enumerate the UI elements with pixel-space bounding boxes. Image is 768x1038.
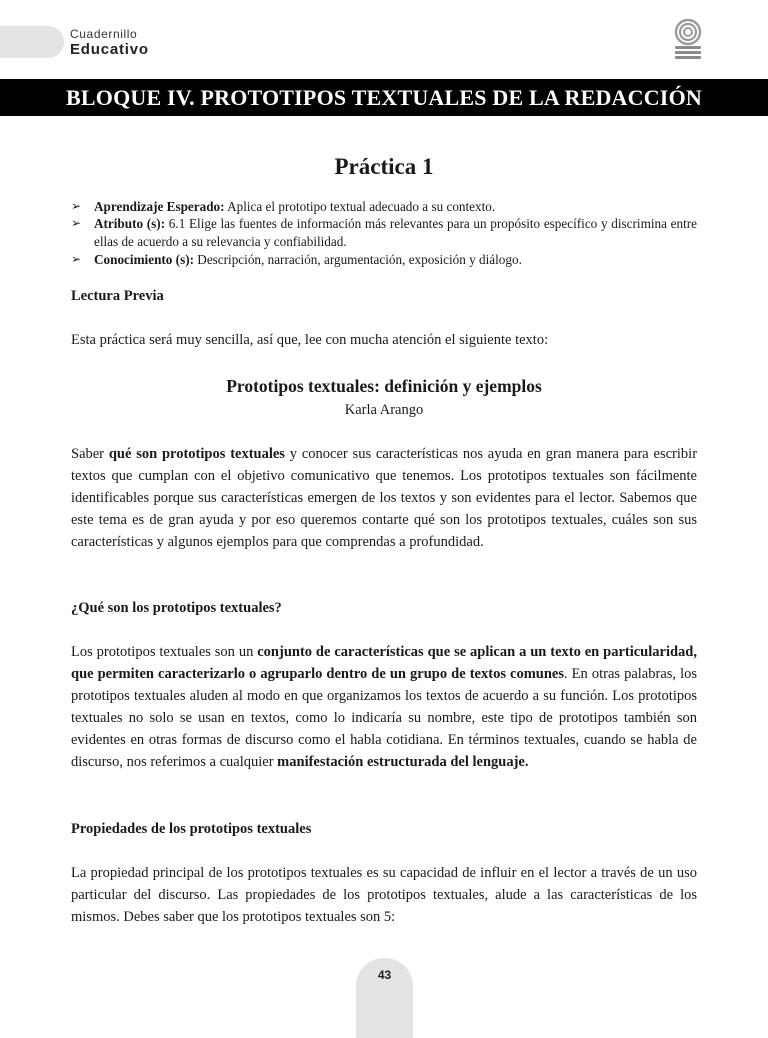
- properties-heading: Propiedades de los prototipos textuales: [71, 821, 312, 837]
- header-tab: [0, 26, 64, 58]
- arrow-bullet-icon: ➢: [71, 216, 82, 231]
- paragraph-text: Los prototipos textuales son un: [71, 644, 258, 660]
- learning-objectives-list: [71, 198, 697, 269]
- practice-title: Práctica 1: [334, 154, 434, 179]
- paragraph-text: . En otras palabras, los prototipos textuales aluden al modo en que organizamos los textos de acuerdo a su función. Los prototipos textuales no solo se usan en textos, como lo indicaría su nombre, este tipo de prototipos también son evidentes en otras formas de discurso como el habla cotidiana. En términos textuales, cuando se habla de discurso, nos referimos a cualquier: [71, 666, 697, 770]
- bullet-label: Atributo (s):: [94, 216, 166, 232]
- paragraph-3: La propiedad principal de los prototipos textuales es su capacidad de influir en el lector a través de un uso particular del discurso. Las propiedades de los prototipos textuales, alude a las características de los mismos. Debes saber que los prototipos textuales son 5:: [71, 865, 697, 925]
- lectura-previa-heading: Lectura Previa: [71, 288, 164, 304]
- question-heading: ¿Qué son los prototipos textuales?: [71, 600, 282, 616]
- reading-author: Karla Arango: [344, 402, 424, 418]
- paragraph-bold-text: manifestación estructurada del lenguaje.: [277, 754, 529, 770]
- paragraph-2: [71, 641, 697, 773]
- paragraph-bold-text: conjunto de características que se aplican a un texto en particularidad, que permiten caracterizarlo o agruparlo dentro de un grupo de textos comunes: [71, 644, 697, 682]
- brand-logo: [70, 27, 149, 58]
- brand-top-text: Cuadernillo: [70, 27, 138, 41]
- bullet-text: Aplica el prototipo textual adecuado a su contexto.: [227, 199, 496, 214]
- list-item: [71, 215, 697, 250]
- spiral-book-icon: [672, 18, 704, 60]
- page-number: 43: [377, 968, 392, 982]
- bullet-text: 6.1 Elige las fuentes de información más relevantes para un propósito específico y discrimina entre ellas de acuerdo a su relevancia y confiabilidad.: [94, 216, 697, 249]
- list-item: [71, 198, 697, 215]
- bullet-label: Conocimiento (s):: [94, 252, 194, 268]
- paragraph-text: Saber: [71, 446, 109, 462]
- section-banner: BLOQUE IV. PROTOTIPOS TEXTUALES DE LA REDACCIÓN: [0, 79, 768, 116]
- reading-title: Prototipos textuales: definición y ejemplos: [226, 376, 542, 396]
- arrow-bullet-icon: ➢: [71, 252, 82, 267]
- arrow-bullet-icon: ➢: [71, 199, 82, 213]
- paragraph-bold-text: qué son prototipos textuales: [108, 446, 285, 462]
- intro-paragraph: Esta práctica será muy sencilla, así que, lee con mucha atención el siguiente texto:: [71, 332, 549, 348]
- paragraph-text: y conocer sus características nos ayuda en gran manera para escribir textos que cumplan con el objetivo comunicativo que tenemos. Los prototipos textuales son fácilmente identificables porque sus características emergen de los textos y son evidentes para el lector. Sabemos que este tema es de gran ayuda y por eso queremos contarte qué son los prototipos textuales, cuáles son sus características y algunos ejemplos para que comprendas a profundidad.: [71, 446, 698, 550]
- brand-bottom-text: Educativo: [70, 41, 149, 58]
- list-item: [71, 251, 697, 268]
- bullet-label: Aprendizaje Esperado:: [94, 199, 225, 214]
- bullet-text: Descripción, narración, argumentación, exposición y diálogo.: [197, 252, 522, 268]
- paragraph-1: [71, 443, 697, 553]
